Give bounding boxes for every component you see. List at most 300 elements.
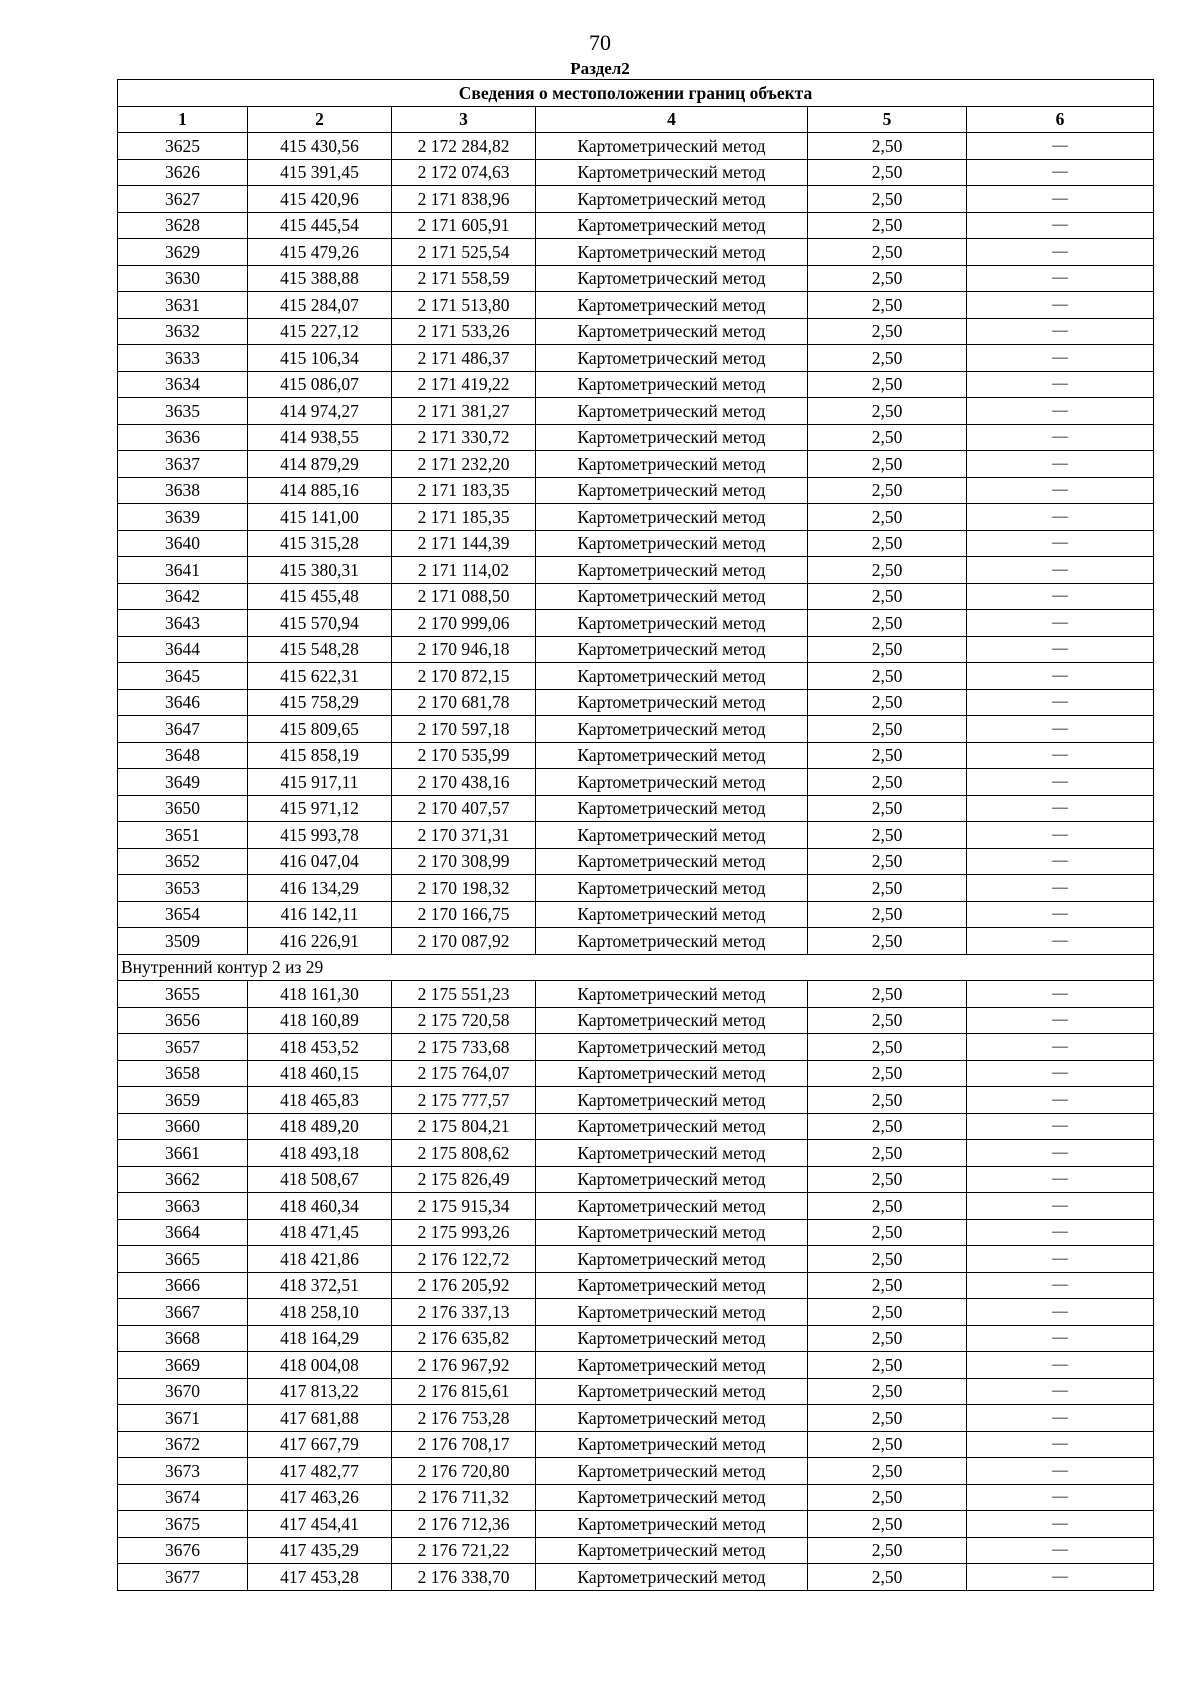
accuracy-cell: 2,50 <box>808 398 967 425</box>
x-coordinate-cell: 415 971,12 <box>248 795 392 822</box>
x-coordinate-cell: 417 463,26 <box>248 1484 392 1511</box>
x-coordinate-cell: 416 047,04 <box>248 848 392 875</box>
note-cell: — <box>967 345 1154 372</box>
table-row <box>118 689 1154 716</box>
point-number-cell: 3633 <box>118 345 248 372</box>
accuracy-cell: 2,50 <box>808 530 967 557</box>
accuracy-cell: 2,50 <box>808 689 967 716</box>
note-cell: — <box>967 610 1154 637</box>
method-cell: Картометрический метод <box>536 848 808 875</box>
point-number-cell: 3650 <box>118 795 248 822</box>
x-coordinate-cell: 417 482,77 <box>248 1458 392 1485</box>
point-number-cell: 3659 <box>118 1087 248 1114</box>
table-row <box>118 1193 1154 1220</box>
note-cell: — <box>967 822 1154 849</box>
accuracy-cell: 2,50 <box>808 133 967 160</box>
point-number-cell: 3653 <box>118 875 248 902</box>
accuracy-cell: 2,50 <box>808 716 967 743</box>
note-cell: — <box>967 186 1154 213</box>
table-row <box>118 769 1154 796</box>
x-coordinate-cell: 415 993,78 <box>248 822 392 849</box>
x-coordinate-cell: 418 372,51 <box>248 1272 392 1299</box>
table-row <box>118 583 1154 610</box>
x-coordinate-cell: 415 284,07 <box>248 292 392 319</box>
accuracy-cell: 2,50 <box>808 610 967 637</box>
note-cell: — <box>967 424 1154 451</box>
y-coordinate-cell: 2 175 551,23 <box>392 981 536 1008</box>
method-cell: Картометрический метод <box>536 716 808 743</box>
table-row <box>118 212 1154 239</box>
note-cell: — <box>967 583 1154 610</box>
method-cell: Картометрический метод <box>536 318 808 345</box>
point-number-cell: 3640 <box>118 530 248 557</box>
point-number-cell: 3642 <box>118 583 248 610</box>
note-cell: — <box>967 901 1154 928</box>
y-coordinate-cell: 2 176 712,36 <box>392 1511 536 1538</box>
accuracy-cell: 2,50 <box>808 636 967 663</box>
point-number-cell: 3670 <box>118 1378 248 1405</box>
accuracy-cell: 2,50 <box>808 1193 967 1220</box>
note-cell: — <box>967 1325 1154 1352</box>
method-cell: Картометрический метод <box>536 345 808 372</box>
y-coordinate-cell: 2 170 872,15 <box>392 663 536 690</box>
contour-label-row <box>118 954 1154 981</box>
x-coordinate-cell: 418 258,10 <box>248 1299 392 1326</box>
method-cell: Картометрический метод <box>536 504 808 531</box>
note-cell: — <box>967 636 1154 663</box>
note-cell: — <box>967 239 1154 266</box>
point-number-cell: 3660 <box>118 1113 248 1140</box>
point-number-cell: 3675 <box>118 1511 248 1538</box>
accuracy-cell: 2,50 <box>808 345 967 372</box>
page-number: 70 <box>589 30 611 55</box>
note-cell: — <box>967 875 1154 902</box>
table-row <box>118 981 1154 1008</box>
note-cell: — <box>967 1299 1154 1326</box>
column-header: 2 <box>248 106 392 133</box>
method-cell: Картометрический метод <box>536 530 808 557</box>
point-number-cell: 3637 <box>118 451 248 478</box>
x-coordinate-cell: 418 453,52 <box>248 1034 392 1061</box>
point-number-cell: 3625 <box>118 133 248 160</box>
table-body <box>118 133 1154 1591</box>
method-cell: Картометрический метод <box>536 1378 808 1405</box>
table-row <box>118 875 1154 902</box>
accuracy-cell: 2,50 <box>808 186 967 213</box>
accuracy-cell: 2,50 <box>808 1325 967 1352</box>
note-cell: — <box>967 1537 1154 1564</box>
method-cell: Картометрический метод <box>536 477 808 504</box>
accuracy-cell: 2,50 <box>808 1484 967 1511</box>
method-cell: Картометрический метод <box>536 133 808 160</box>
y-coordinate-cell: 2 170 681,78 <box>392 689 536 716</box>
point-number-cell: 3651 <box>118 822 248 849</box>
point-number-cell: 3509 <box>118 928 248 955</box>
note-cell: — <box>967 1484 1154 1511</box>
y-coordinate-cell: 2 171 486,37 <box>392 345 536 372</box>
accuracy-cell: 2,50 <box>808 212 967 239</box>
accuracy-cell: 2,50 <box>808 769 967 796</box>
method-cell: Картометрический метод <box>536 1246 808 1273</box>
point-number-cell: 3676 <box>118 1537 248 1564</box>
accuracy-cell: 2,50 <box>808 1034 967 1061</box>
method-cell: Картометрический метод <box>536 663 808 690</box>
note-cell: — <box>967 1458 1154 1485</box>
table-row <box>118 1325 1154 1352</box>
note-cell: — <box>967 795 1154 822</box>
method-cell: Картометрический метод <box>536 159 808 186</box>
table-row <box>118 1166 1154 1193</box>
y-coordinate-cell: 2 171 838,96 <box>392 186 536 213</box>
note-cell: — <box>967 716 1154 743</box>
x-coordinate-cell: 415 388,88 <box>248 265 392 292</box>
table-row <box>118 1272 1154 1299</box>
table-row <box>118 1034 1154 1061</box>
y-coordinate-cell: 2 176 205,92 <box>392 1272 536 1299</box>
y-coordinate-cell: 2 171 513,80 <box>392 292 536 319</box>
point-number-cell: 3648 <box>118 742 248 769</box>
table-row <box>118 663 1154 690</box>
point-number-cell: 3635 <box>118 398 248 425</box>
caption-row <box>118 80 1154 107</box>
x-coordinate-cell: 418 493,18 <box>248 1140 392 1167</box>
point-number-cell: 3634 <box>118 371 248 398</box>
point-number-cell: 3628 <box>118 212 248 239</box>
accuracy-cell: 2,50 <box>808 981 967 1008</box>
accuracy-cell: 2,50 <box>808 1219 967 1246</box>
contour-label: Внутренний контур 2 из 29 <box>118 954 1154 981</box>
table-row <box>118 848 1154 875</box>
y-coordinate-cell: 2 171 183,35 <box>392 477 536 504</box>
x-coordinate-cell: 418 489,20 <box>248 1113 392 1140</box>
y-coordinate-cell: 2 171 558,59 <box>392 265 536 292</box>
note-cell: — <box>967 530 1154 557</box>
point-number-cell: 3657 <box>118 1034 248 1061</box>
accuracy-cell: 2,50 <box>808 848 967 875</box>
note-cell: — <box>967 981 1154 1008</box>
note-cell: — <box>967 371 1154 398</box>
accuracy-cell: 2,50 <box>808 1060 967 1087</box>
note-cell: — <box>967 1087 1154 1114</box>
x-coordinate-cell: 415 430,56 <box>248 133 392 160</box>
x-coordinate-cell: 415 445,54 <box>248 212 392 239</box>
note-cell: — <box>967 477 1154 504</box>
y-coordinate-cell: 2 170 407,57 <box>392 795 536 822</box>
method-cell: Картометрический метод <box>536 981 808 1008</box>
accuracy-cell: 2,50 <box>808 1537 967 1564</box>
method-cell: Картометрический метод <box>536 1564 808 1591</box>
accuracy-cell: 2,50 <box>808 424 967 451</box>
table-row <box>118 1405 1154 1432</box>
y-coordinate-cell: 2 171 605,91 <box>392 212 536 239</box>
y-coordinate-cell: 2 170 999,06 <box>392 610 536 637</box>
method-cell: Картометрический метод <box>536 1140 808 1167</box>
point-number-cell: 3626 <box>118 159 248 186</box>
note-cell: — <box>967 1564 1154 1591</box>
x-coordinate-cell: 415 917,11 <box>248 769 392 796</box>
y-coordinate-cell: 2 176 711,32 <box>392 1484 536 1511</box>
accuracy-cell: 2,50 <box>808 742 967 769</box>
note-cell: — <box>967 663 1154 690</box>
method-cell: Картометрический метод <box>536 1113 808 1140</box>
point-number-cell: 3646 <box>118 689 248 716</box>
y-coordinate-cell: 2 170 166,75 <box>392 901 536 928</box>
x-coordinate-cell: 418 161,30 <box>248 981 392 1008</box>
x-coordinate-cell: 417 435,29 <box>248 1537 392 1564</box>
method-cell: Картометрический метод <box>536 1405 808 1432</box>
point-number-cell: 3661 <box>118 1140 248 1167</box>
point-number-cell: 3667 <box>118 1299 248 1326</box>
table-row <box>118 424 1154 451</box>
method-cell: Картометрический метод <box>536 583 808 610</box>
method-cell: Картометрический метод <box>536 1431 808 1458</box>
method-cell: Картометрический метод <box>536 1034 808 1061</box>
point-number-cell: 3645 <box>118 663 248 690</box>
accuracy-cell: 2,50 <box>808 159 967 186</box>
table-row <box>118 901 1154 928</box>
table-row <box>118 1431 1154 1458</box>
note-cell: — <box>967 265 1154 292</box>
table-row <box>118 133 1154 160</box>
accuracy-cell: 2,50 <box>808 557 967 584</box>
point-number-cell: 3627 <box>118 186 248 213</box>
point-number-cell: 3665 <box>118 1246 248 1273</box>
accuracy-cell: 2,50 <box>808 1087 967 1114</box>
note-cell: — <box>967 848 1154 875</box>
x-coordinate-cell: 415 858,19 <box>248 742 392 769</box>
column-header: 1 <box>118 106 248 133</box>
accuracy-cell: 2,50 <box>808 901 967 928</box>
point-number-cell: 3629 <box>118 239 248 266</box>
method-cell: Картометрический метод <box>536 265 808 292</box>
point-number-cell: 3644 <box>118 636 248 663</box>
note-cell: — <box>967 1352 1154 1379</box>
y-coordinate-cell: 2 172 284,82 <box>392 133 536 160</box>
column-header: 4 <box>536 106 808 133</box>
x-coordinate-cell: 417 681,88 <box>248 1405 392 1432</box>
note-cell: — <box>967 1166 1154 1193</box>
y-coordinate-cell: 2 171 525,54 <box>392 239 536 266</box>
note-cell: — <box>967 1272 1154 1299</box>
method-cell: Картометрический метод <box>536 1087 808 1114</box>
accuracy-cell: 2,50 <box>808 292 967 319</box>
y-coordinate-cell: 2 176 338,70 <box>392 1564 536 1591</box>
point-number-cell: 3652 <box>118 848 248 875</box>
method-cell: Картометрический метод <box>536 928 808 955</box>
y-coordinate-cell: 2 171 232,20 <box>392 451 536 478</box>
y-coordinate-cell: 2 175 733,68 <box>392 1034 536 1061</box>
accuracy-cell: 2,50 <box>808 875 967 902</box>
x-coordinate-cell: 415 455,48 <box>248 583 392 610</box>
x-coordinate-cell: 415 479,26 <box>248 239 392 266</box>
table-row <box>118 318 1154 345</box>
column-header: 6 <box>967 106 1154 133</box>
x-coordinate-cell: 415 380,31 <box>248 557 392 584</box>
point-number-cell: 3658 <box>118 1060 248 1087</box>
x-coordinate-cell: 416 142,11 <box>248 901 392 928</box>
accuracy-cell: 2,50 <box>808 1007 967 1034</box>
method-cell: Картометрический метод <box>536 371 808 398</box>
note-cell: — <box>967 1193 1154 1220</box>
note-cell: — <box>967 928 1154 955</box>
table-row <box>118 1007 1154 1034</box>
point-number-cell: 3655 <box>118 981 248 1008</box>
method-cell: Картометрический метод <box>536 1272 808 1299</box>
y-coordinate-cell: 2 171 114,02 <box>392 557 536 584</box>
x-coordinate-cell: 418 460,15 <box>248 1060 392 1087</box>
y-coordinate-cell: 2 175 808,62 <box>392 1140 536 1167</box>
x-coordinate-cell: 418 164,29 <box>248 1325 392 1352</box>
table-row <box>118 636 1154 663</box>
note-cell: — <box>967 769 1154 796</box>
method-cell: Картометрический метод <box>536 610 808 637</box>
method-cell: Картометрический метод <box>536 451 808 478</box>
note-cell: — <box>967 1113 1154 1140</box>
x-coordinate-cell: 417 813,22 <box>248 1378 392 1405</box>
note-cell: — <box>967 292 1154 319</box>
note-cell: — <box>967 1511 1154 1538</box>
table-row <box>118 186 1154 213</box>
table-row <box>118 1537 1154 1564</box>
point-number-cell: 3668 <box>118 1325 248 1352</box>
table-row <box>118 1564 1154 1591</box>
x-coordinate-cell: 414 885,16 <box>248 477 392 504</box>
accuracy-cell: 2,50 <box>808 1166 967 1193</box>
note-cell: — <box>967 318 1154 345</box>
y-coordinate-cell: 2 176 708,17 <box>392 1431 536 1458</box>
note-cell: — <box>967 504 1154 531</box>
y-coordinate-cell: 2 171 381,27 <box>392 398 536 425</box>
table-row <box>118 1219 1154 1246</box>
method-cell: Картометрический метод <box>536 1537 808 1564</box>
x-coordinate-cell: 418 421,86 <box>248 1246 392 1273</box>
table-row <box>118 345 1154 372</box>
method-cell: Картометрический метод <box>536 186 808 213</box>
method-cell: Картометрический метод <box>536 901 808 928</box>
method-cell: Картометрический метод <box>536 1511 808 1538</box>
point-number-cell: 3671 <box>118 1405 248 1432</box>
table-row <box>118 451 1154 478</box>
y-coordinate-cell: 2 170 597,18 <box>392 716 536 743</box>
note-cell: — <box>967 398 1154 425</box>
accuracy-cell: 2,50 <box>808 822 967 849</box>
x-coordinate-cell: 415 315,28 <box>248 530 392 557</box>
accuracy-cell: 2,50 <box>808 371 967 398</box>
y-coordinate-cell: 2 176 720,80 <box>392 1458 536 1485</box>
y-coordinate-cell: 2 176 967,92 <box>392 1352 536 1379</box>
table-row <box>118 504 1154 531</box>
accuracy-cell: 2,50 <box>808 477 967 504</box>
table-row <box>118 371 1154 398</box>
y-coordinate-cell: 2 170 535,99 <box>392 742 536 769</box>
table-row <box>118 159 1154 186</box>
note-cell: — <box>967 1219 1154 1246</box>
note-cell: — <box>967 1060 1154 1087</box>
x-coordinate-cell: 415 548,28 <box>248 636 392 663</box>
x-coordinate-cell: 415 622,31 <box>248 663 392 690</box>
method-cell: Картометрический метод <box>536 1458 808 1485</box>
y-coordinate-cell: 2 172 074,63 <box>392 159 536 186</box>
method-cell: Картометрический метод <box>536 1484 808 1511</box>
method-cell: Картометрический метод <box>536 557 808 584</box>
y-coordinate-cell: 2 171 144,39 <box>392 530 536 557</box>
y-coordinate-cell: 2 175 804,21 <box>392 1113 536 1140</box>
accuracy-cell: 2,50 <box>808 504 967 531</box>
note-cell: — <box>967 159 1154 186</box>
y-coordinate-cell: 2 175 720,58 <box>392 1007 536 1034</box>
method-cell: Картометрический метод <box>536 424 808 451</box>
point-number-cell: 3669 <box>118 1352 248 1379</box>
accuracy-cell: 2,50 <box>808 1378 967 1405</box>
method-cell: Картометрический метод <box>536 742 808 769</box>
table-row <box>118 1299 1154 1326</box>
x-coordinate-cell: 415 809,65 <box>248 716 392 743</box>
table-row <box>118 1060 1154 1087</box>
y-coordinate-cell: 2 171 185,35 <box>392 504 536 531</box>
x-coordinate-cell: 414 879,29 <box>248 451 392 478</box>
point-number-cell: 3630 <box>118 265 248 292</box>
method-cell: Картометрический метод <box>536 1325 808 1352</box>
method-cell: Картометрический метод <box>536 212 808 239</box>
y-coordinate-cell: 2 176 815,61 <box>392 1378 536 1405</box>
point-number-cell: 3656 <box>118 1007 248 1034</box>
point-number-cell: 3638 <box>118 477 248 504</box>
x-coordinate-cell: 418 004,08 <box>248 1352 392 1379</box>
note-cell: — <box>967 689 1154 716</box>
accuracy-cell: 2,50 <box>808 1511 967 1538</box>
note-cell: — <box>967 742 1154 769</box>
point-number-cell: 3643 <box>118 610 248 637</box>
table-row <box>118 239 1154 266</box>
x-coordinate-cell: 415 758,29 <box>248 689 392 716</box>
table-row <box>118 822 1154 849</box>
note-cell: — <box>967 1007 1154 1034</box>
y-coordinate-cell: 2 171 330,72 <box>392 424 536 451</box>
table-row <box>118 1458 1154 1485</box>
point-number-cell: 3664 <box>118 1219 248 1246</box>
method-cell: Картометрический метод <box>536 689 808 716</box>
point-number-cell: 3663 <box>118 1193 248 1220</box>
y-coordinate-cell: 2 170 371,31 <box>392 822 536 849</box>
table-row <box>118 742 1154 769</box>
point-number-cell: 3672 <box>118 1431 248 1458</box>
accuracy-cell: 2,50 <box>808 318 967 345</box>
point-number-cell: 3647 <box>118 716 248 743</box>
x-coordinate-cell: 414 974,27 <box>248 398 392 425</box>
x-coordinate-cell: 418 460,34 <box>248 1193 392 1220</box>
accuracy-cell: 2,50 <box>808 1431 967 1458</box>
y-coordinate-cell: 2 171 419,22 <box>392 371 536 398</box>
note-cell: — <box>967 1034 1154 1061</box>
note-cell: — <box>967 557 1154 584</box>
x-coordinate-cell: 417 454,41 <box>248 1511 392 1538</box>
accuracy-cell: 2,50 <box>808 663 967 690</box>
accuracy-cell: 2,50 <box>808 451 967 478</box>
x-coordinate-cell: 418 471,45 <box>248 1219 392 1246</box>
table-row <box>118 1352 1154 1379</box>
table-row <box>118 610 1154 637</box>
x-coordinate-cell: 418 508,67 <box>248 1166 392 1193</box>
table-row <box>118 1140 1154 1167</box>
table-row <box>118 398 1154 425</box>
point-number-cell: 3662 <box>118 1166 248 1193</box>
x-coordinate-cell: 416 134,29 <box>248 875 392 902</box>
y-coordinate-cell: 2 176 721,22 <box>392 1537 536 1564</box>
table-row <box>118 1246 1154 1273</box>
table-row <box>118 1511 1154 1538</box>
x-coordinate-cell: 415 570,94 <box>248 610 392 637</box>
column-header-row <box>118 106 1154 133</box>
